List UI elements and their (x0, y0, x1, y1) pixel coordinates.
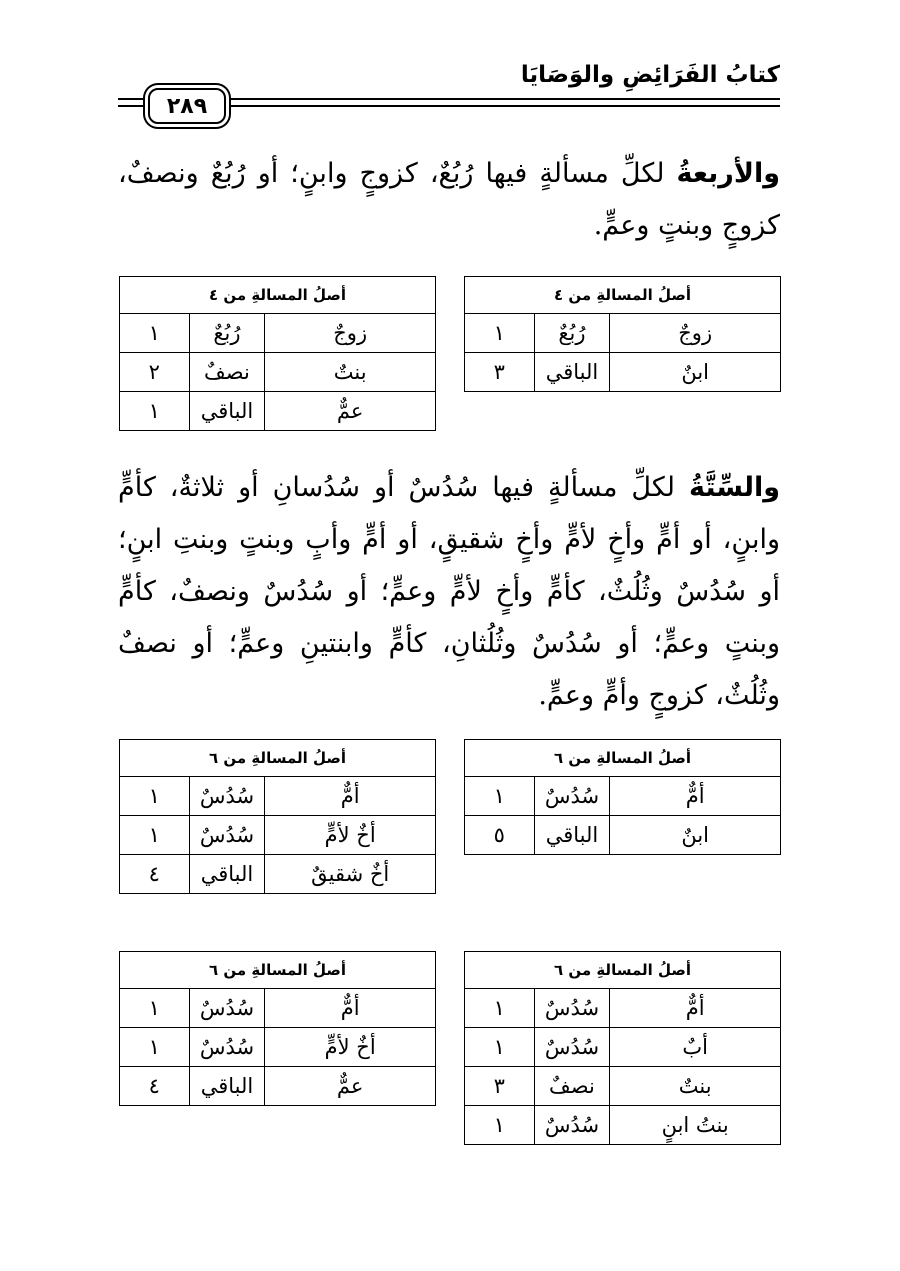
table-row (465, 989, 781, 1028)
share-cell: سُدُسٌ (189, 989, 265, 1028)
count-cell: ١ (120, 392, 190, 431)
paragraph-four-text: لكلِّ مسألةٍ فيها رُبُعٌ، كزوجٍ وابنٍ؛ أو رُبُعٌ ونصفٌ، كزوجٍ وبنتٍ وعمٍّ. (118, 158, 780, 241)
heir-cell: زوجٌ (610, 314, 781, 353)
count-cell: ١ (465, 1106, 535, 1145)
paragraph-four (118, 148, 780, 252)
count-cell: ١ (120, 989, 190, 1028)
table-title: أصلُ المسالةِ من ٦ (465, 740, 781, 777)
share-cell: رُبُعٌ (534, 314, 610, 353)
table-row (465, 314, 781, 353)
paragraph-four-lead: والأربعةُ (676, 158, 780, 189)
heir-cell: ابنٌ (610, 816, 781, 855)
running-header (118, 62, 780, 120)
heir-cell: أخٌ لأمٍّ (265, 1028, 436, 1067)
table-row (465, 816, 781, 855)
share-cell: سُدُسٌ (534, 989, 610, 1028)
share-cell: رُبُعٌ (189, 314, 265, 353)
paragraph-six-lead: والسِّتَّةُ (688, 472, 780, 503)
table-origin-6-mother-brother-uncle (119, 951, 436, 1106)
table-row (465, 353, 781, 392)
book-title: كتابُ الفَرَائِضِ والوَصَايَا (520, 62, 780, 88)
share-cell: الباقي (189, 855, 265, 894)
heir-cell: أخٌ لأمٍّ (265, 816, 436, 855)
page-number: ٢٨٩ (148, 88, 226, 124)
table-row (465, 1106, 781, 1145)
table-title: أصلُ المسالةِ من ٤ (120, 277, 436, 314)
count-cell: ١ (120, 816, 190, 855)
count-cell: ٢ (120, 353, 190, 392)
table-row (465, 777, 781, 816)
table-title: أصلُ المسالةِ من ٦ (120, 952, 436, 989)
heir-cell: أمٌّ (610, 989, 781, 1028)
table-row (120, 392, 436, 431)
share-cell: سُدُسٌ (534, 1028, 610, 1067)
header-rule-left-bottom (118, 105, 148, 107)
heir-cell: ابنٌ (610, 353, 781, 392)
share-cell: سُدُسٌ (534, 1106, 610, 1145)
heir-cell: أبٌ (610, 1028, 781, 1067)
header-rule-top (230, 98, 780, 100)
heir-cell: بنتٌ (265, 353, 436, 392)
paragraph-six-text: لكلِّ مسألةٍ فيها سُدُسٌ أو سُدُسانِ أو ثلاثةٌ، كأمٍّ وابنٍ، أو أمٍّ وأخٍ لأمٍّ وأخٍ شقيقٍ، أو أمٍّ وأبٍ وبنتٍ وبنتِ ابنٍ؛ أو سُدُسٌ وثُلُثٌ، كأمٍّ وأخٍ لأمٍّ وعمٍّ؛ أو سُدُسٌ ونصفٌ، كأمٍّ وبنتٍ وعمٍّ؛ أو سُدُسٌ وثُلُثانِ، كأمٍّ وابنتينِ وعمٍّ؛ أو نصفٌ وثُلُثٌ، كزوجٍ وأمٍّ وعمٍّ. (118, 472, 780, 711)
table-row (465, 1067, 781, 1106)
table-origin-6-mother-son (464, 739, 781, 855)
paragraph-six (118, 462, 780, 722)
count-cell: ١ (465, 777, 535, 816)
table-origin-4-husband-son (464, 276, 781, 392)
share-cell: نصفٌ (189, 353, 265, 392)
heir-cell: أمٌّ (265, 989, 436, 1028)
table-origin-6-mother-father-daughters (464, 951, 781, 1145)
heir-cell: أمٌّ (265, 777, 436, 816)
share-cell: سُدُسٌ (189, 1028, 265, 1067)
table-origin-4-husband-daughter-uncle (119, 276, 436, 431)
heir-cell: عمٌّ (265, 392, 436, 431)
table-row (120, 314, 436, 353)
count-cell: ١ (465, 989, 535, 1028)
share-cell: سُدُسٌ (189, 816, 265, 855)
table-row (120, 855, 436, 894)
table-row (120, 1028, 436, 1067)
count-cell: ٤ (120, 1067, 190, 1106)
count-cell: ١ (465, 314, 535, 353)
heir-cell: زوجٌ (265, 314, 436, 353)
share-cell: سُدُسٌ (189, 777, 265, 816)
table-row (120, 816, 436, 855)
count-cell: ٣ (465, 1067, 535, 1106)
table-row (120, 777, 436, 816)
share-cell: سُدُسٌ (534, 777, 610, 816)
count-cell: ٣ (465, 353, 535, 392)
share-cell: نصفٌ (534, 1067, 610, 1106)
share-cell: الباقي (189, 1067, 265, 1106)
table-row (465, 1028, 781, 1067)
heir-cell: عمٌّ (265, 1067, 436, 1106)
header-rule-bottom (230, 105, 780, 107)
table-row (120, 989, 436, 1028)
count-cell: ٤ (120, 855, 190, 894)
count-cell: ١ (120, 314, 190, 353)
table-row (120, 1067, 436, 1106)
table-title: أصلُ المسالةِ من ٦ (465, 952, 781, 989)
share-cell: الباقي (534, 816, 610, 855)
table-title: أصلُ المسالةِ من ٤ (465, 277, 781, 314)
table-row (120, 353, 436, 392)
share-cell: الباقي (189, 392, 265, 431)
heir-cell: أمٌّ (610, 777, 781, 816)
count-cell: ١ (120, 777, 190, 816)
table-title: أصلُ المسالةِ من ٦ (120, 740, 436, 777)
table-origin-6-mother-brothers (119, 739, 436, 894)
header-rule-left-top (118, 98, 148, 100)
count-cell: ١ (465, 1028, 535, 1067)
count-cell: ٥ (465, 816, 535, 855)
count-cell: ١ (120, 1028, 190, 1067)
heir-cell: بنتُ ابنٍ (610, 1106, 781, 1145)
heir-cell: بنتٌ (610, 1067, 781, 1106)
share-cell: الباقي (534, 353, 610, 392)
heir-cell: أخٌ شقيقٌ (265, 855, 436, 894)
